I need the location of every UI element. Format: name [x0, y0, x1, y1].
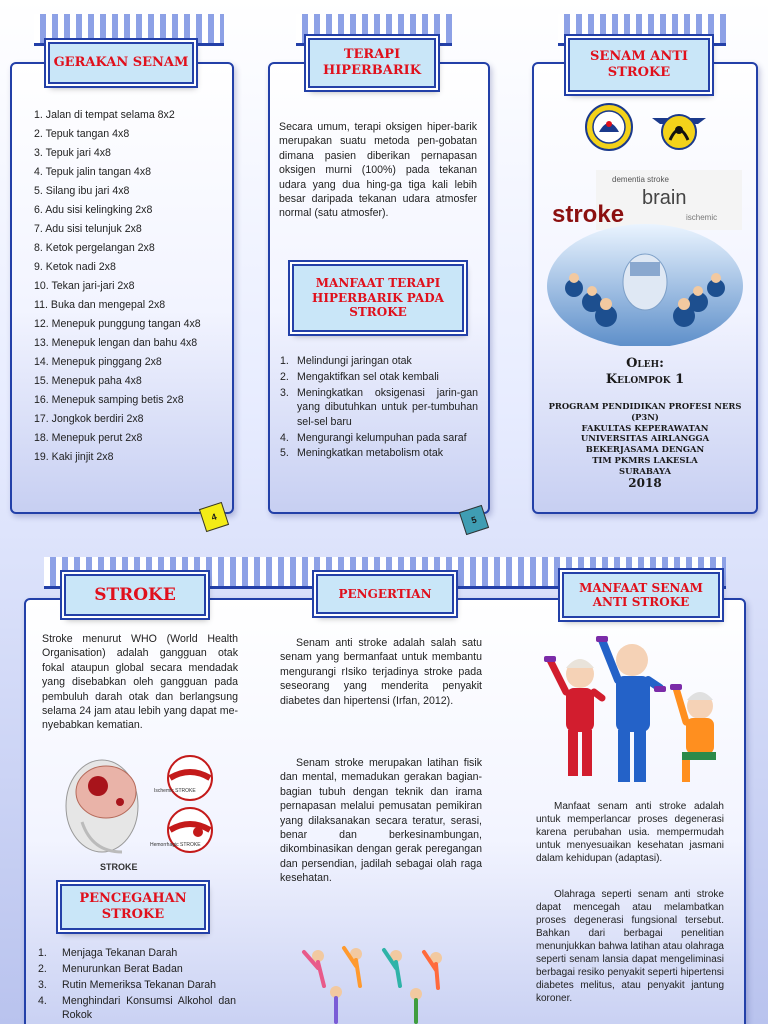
svg-text:dementia stroke: dementia stroke [612, 175, 669, 184]
list-item: 2. Mengaktifkan sel otak kembali [280, 370, 439, 383]
list-item: 3. Tepuk jari 4x8 [34, 147, 111, 159]
stroke-definition: Stroke menurut WHO (World Health Organisation) adalah gangguan otak fokal ataupun global secara mendadak yang disebabkan oleh gangguan pada pembuluh darah otak dan berlangsung selama 24 jam atau lebih yang dapat me-nyebabkan kematian. [42, 633, 238, 732]
svg-text:Ischemic STROKE: Ischemic STROKE [154, 788, 196, 794]
list-item: 15. Menepuk paha 4x8 [34, 375, 142, 387]
panel-title: STROKE [64, 574, 206, 616]
prevention-list [38, 946, 236, 1024]
brain-stroke-image [62, 752, 218, 862]
list-item: 1. Melindungi jaringan otak [280, 355, 412, 367]
pengertian-paragraph-1: Senam anti stroke adalah salah satu senam yang bermanfaat untuk membantu mengurangi rIsiko terjadinya stroke pada seseorang yang menderita penyakit diabetes dan hipertensi (Irfan, 2012). [280, 637, 482, 707]
list-item: 5. Silang ibu jari 4x8 [34, 185, 130, 197]
list-item: 4. Menghindari Konsumsi Alkohol dan Rokok [38, 994, 236, 1022]
org-line: SURABAYA [619, 465, 671, 476]
panel-title: GERAKAN SENAM [48, 42, 194, 84]
svg-text:Hemorrhagic STROKE: Hemorrhagic STROKE [150, 842, 201, 848]
pengertian-paragraph-2: Senam stroke merupakan latihan fisik dan mental, memadukan gerakan bagian-bagian tubuh dengan teknik dan irama pernapasan melalui pemusatan pemikiran yang dilaksanakan secara teratur, serasi, benar dan berkesinambungan, dikombinasikan dengan gerak peregangan dan persendian, jadilah sebagai olah raga kesehatan. [280, 757, 482, 885]
year-label: 2018 [628, 476, 662, 491]
hiperbarik-benefits-list [280, 354, 478, 462]
manfaat-paragraph-2: Olahraga seperti senam anti stroke dapat mencegah atau melambatkan proses degenerasi fungsional tersebut. Bahkan dari berbagai penelitian menunjukkan bahwa latihan atau olahraga seperti senam lansia dapat mengeliminasi berbagai resiko penyakit seperti hipertensi diabetes melitus, atau penyakit jantung koroner. [536, 889, 724, 1004]
organization-block [534, 401, 756, 492]
list-item: 6. Adu sisi kelingking 2x8 [34, 204, 153, 216]
list-item: 13. Menepuk lengan dan bahu 4x8 [34, 337, 198, 349]
panel-title: SENAM ANTI STROKE [568, 38, 710, 92]
list-item: 8. Ketok pergelangan 2x8 [34, 242, 155, 254]
org-line: BEKERJASAMA DENGAN [585, 444, 705, 454]
org-line: FAKULTAS KEPERAWATAN [581, 422, 709, 433]
org-line: PROGRAM PENDIDIKAN PROFESI NERS (P3N) [548, 401, 742, 422]
section-subtitle: MANFAAT TERAPI HIPERBARIK PADA STROKE [292, 264, 464, 332]
list-item: 3. Rutin Memeriksa Tekanan Darah [38, 978, 217, 991]
list-item: 5. Meningkatkan metabolism otak [280, 447, 444, 460]
svg-text:brain: brain [642, 187, 687, 209]
list-item: 9. Ketok nadi 2x8 [34, 261, 116, 273]
svg-text:stroke: stroke [552, 201, 625, 228]
svg-text:ischemic: ischemic [686, 213, 718, 222]
author-label [580, 356, 710, 389]
list-item: 18. Menepuk perut 2x8 [34, 432, 143, 444]
list-item: 17. Jongkok berdiri 2x8 [34, 413, 144, 425]
group-label: Kelompok 1 [605, 372, 685, 388]
panel-title: TERAPI HIPERBARIK [308, 38, 436, 88]
list-item: 11. Buka dan mengepal 2x8 [34, 299, 166, 311]
list-item: 19. Kaki jinjit 2x8 [34, 451, 114, 463]
lakesla-logo-icon [648, 104, 710, 152]
page-number-badge: 4 [199, 502, 229, 532]
section-subtitle: PENCEGAHAN STROKE [60, 884, 206, 930]
list-item: 4. Mengurangi kelumpuhan pada saraf [280, 431, 467, 444]
university-logo-icon [584, 102, 634, 152]
stroke-collage-image [546, 170, 744, 346]
group-exercise-image [296, 942, 460, 1024]
list-item: 10. Tekan jari-jari 2x8 [34, 280, 135, 292]
list-item: 7. Adu sisi telunjuk 2x8 [34, 223, 142, 235]
page-number-badge: 5 [459, 505, 489, 535]
by-label: Oleh: [626, 356, 664, 371]
list-item: 1. Jalan di tempat selama 8x2 [34, 109, 175, 121]
panel-title: MANFAAT SENAM ANTI STROKE [562, 572, 720, 618]
list-item: 1. Menjaga Tekanan Darah [38, 947, 178, 959]
org-line: UNIVERSITAS AIRLANGGA [580, 433, 710, 444]
exercise-steps-list [34, 106, 201, 467]
list-item: 12. Menepuk punggung tangan 4x8 [34, 318, 201, 330]
list-item: 2. Tepuk tangan 4x8 [34, 128, 130, 140]
list-item: 2. Menurunkan Berat Badan [38, 962, 183, 975]
elderly-exercise-image [540, 630, 730, 790]
list-item: 16. Menepuk samping betis 2x8 [34, 394, 184, 406]
list-item: 3. Meningkatkan oksigenasi jarin-gan yang dibutuhkan untuk per-tumbuhan sel-sel baru [280, 386, 478, 428]
manfaat-paragraph-1: Manfaat senam anti stroke adalah untuk memperlancar proses degenerasi karena perubahan usia. mempermudah untuk menyesuaikan kesehatan jasmani dalam kehidupan (adaptasi). [536, 801, 724, 864]
hiperbarik-description: Secara umum, terapi oksigen hiper-barik merupakan suatu metoda pen-gobatan dimana pasien diberikan pernapasan oksigen murni (100%) pada tekanan udara yang dua hing-ga tiga kali lebih besar daripada tekanan udara atmosfer normal (satu atmosfer). [279, 121, 477, 220]
panel-title: PENGERTIAN [316, 574, 454, 614]
list-item: 4. Tepuk jalin tangan 4x8 [34, 166, 152, 178]
list-item: 14. Menepuk pinggang 2x8 [34, 356, 162, 368]
org-line: TIM PKMRS LAKESLA [592, 454, 698, 465]
brain-image-caption: STROKE [100, 862, 138, 872]
